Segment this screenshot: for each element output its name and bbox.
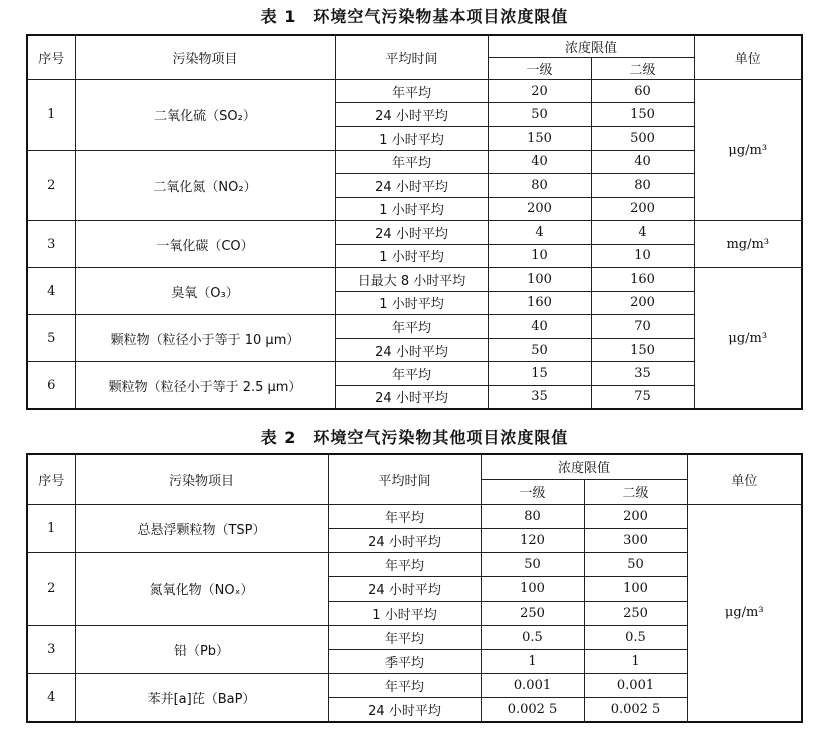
pollutant-cell: 铅（Pb） — [75, 625, 328, 673]
unit-cell: μg/m³ — [687, 504, 802, 722]
pollutant-cell: 总悬浮颗粒物（TSP） — [75, 504, 328, 552]
seq-cell: 1 — [27, 79, 75, 150]
grade1-value: 250 — [481, 601, 584, 625]
grade1-value: 50 — [481, 553, 584, 577]
grade2-value: 0.002 5 — [584, 698, 687, 722]
period-cell: 1 小时平均 — [335, 127, 488, 151]
pollutant-cell: 二氧化硫（SO₂） — [75, 79, 335, 150]
table-row — [27, 315, 802, 339]
table-row — [27, 504, 802, 528]
pollutant-cell: 氮氧化物（NOₓ） — [75, 553, 328, 626]
grade1-value: 80 — [481, 504, 584, 528]
grade2-value: 0.5 — [584, 625, 687, 649]
grade2-value: 80 — [591, 174, 694, 198]
grade2-value: 50 — [584, 553, 687, 577]
period-cell: 24 小时平均 — [335, 103, 488, 127]
grade1-value: 100 — [481, 577, 584, 601]
period-cell: 日最大 8 小时平均 — [335, 268, 488, 292]
period-cell: 24 小时平均 — [328, 577, 481, 601]
table-row — [27, 625, 802, 649]
period-cell: 年平均 — [335, 362, 488, 386]
header-grade2: 二级 — [584, 479, 687, 504]
period-cell: 24 小时平均 — [335, 174, 488, 198]
grade2-value: 100 — [584, 577, 687, 601]
grade2-value: 70 — [591, 315, 694, 339]
grade2-value: 150 — [591, 338, 694, 362]
header-pollutant: 污染物项目 — [75, 35, 335, 79]
seq-cell: 4 — [27, 674, 75, 722]
grade1-value: 0.001 — [481, 674, 584, 698]
table-row — [27, 150, 802, 174]
grade1-value: 100 — [488, 268, 591, 292]
period-cell: 年平均 — [335, 150, 488, 174]
grade2-value: 250 — [584, 601, 687, 625]
grade2-value: 200 — [591, 291, 694, 315]
period-cell: 1 小时平均 — [335, 197, 488, 221]
header-grade2: 二级 — [591, 57, 694, 79]
header-pollutant: 污染物项目 — [75, 454, 328, 504]
period-cell: 1 小时平均 — [328, 601, 481, 625]
table-row — [27, 362, 802, 386]
seq-cell: 1 — [27, 504, 75, 552]
grade1-value: 4 — [488, 221, 591, 245]
grade2-value: 4 — [591, 221, 694, 245]
seq-cell: 5 — [27, 315, 75, 362]
seq-cell: 3 — [27, 221, 75, 268]
grade1-value: 160 — [488, 291, 591, 315]
pollutant-cell: 颗粒物（粒径小于等于 10 μm） — [75, 315, 335, 362]
period-cell: 24 小时平均 — [335, 338, 488, 362]
header-period: 平均时间 — [335, 35, 488, 79]
table-row — [27, 268, 802, 292]
grade2-value: 160 — [591, 268, 694, 292]
table-row — [27, 674, 802, 698]
period-cell: 1 小时平均 — [335, 244, 488, 268]
seq-cell: 6 — [27, 362, 75, 409]
period-cell: 24 小时平均 — [335, 221, 488, 245]
period-cell: 24 小时平均 — [335, 385, 488, 409]
table-row — [27, 221, 802, 245]
pollutant-cell: 臭氧（O₃） — [75, 268, 335, 315]
grade2-value: 500 — [591, 127, 694, 151]
pollutant-cell: 一氧化碳（CO） — [75, 221, 335, 268]
table-row — [27, 79, 802, 103]
grade1-value: 10 — [488, 244, 591, 268]
grade1-value: 50 — [488, 103, 591, 127]
grade2-value: 35 — [591, 362, 694, 386]
grade2-value: 75 — [591, 385, 694, 409]
grade2-value: 40 — [591, 150, 694, 174]
header-grade1: 一级 — [481, 479, 584, 504]
unit-cell: mg/m³ — [694, 221, 802, 268]
grade2-value: 1 — [584, 649, 687, 673]
grade2-value: 300 — [584, 529, 687, 553]
grade1-value: 200 — [488, 197, 591, 221]
grade2-value: 10 — [591, 244, 694, 268]
period-cell: 24 小时平均 — [328, 529, 481, 553]
grade2-value: 60 — [591, 79, 694, 103]
period-cell: 1 小时平均 — [335, 291, 488, 315]
table-row — [27, 553, 802, 577]
header-period: 平均时间 — [328, 454, 481, 504]
grade1-value: 1 — [481, 649, 584, 673]
grade1-value: 0.002 5 — [481, 698, 584, 722]
pollutant-cell: 苯并[a]芘（BaP） — [75, 674, 328, 722]
grade1-value: 40 — [488, 315, 591, 339]
grade1-value: 150 — [488, 127, 591, 151]
grade2-value: 150 — [591, 103, 694, 127]
period-cell: 年平均 — [328, 674, 481, 698]
period-cell: 年平均 — [328, 504, 481, 528]
grade1-value: 120 — [481, 529, 584, 553]
grade2-value: 0.001 — [584, 674, 687, 698]
grade1-value: 0.5 — [481, 625, 584, 649]
period-cell: 季平均 — [328, 649, 481, 673]
seq-cell: 4 — [27, 268, 75, 315]
seq-cell: 3 — [27, 625, 75, 673]
seq-cell: 2 — [27, 150, 75, 221]
table2 — [26, 453, 803, 723]
grade1-value: 40 — [488, 150, 591, 174]
period-cell: 年平均 — [328, 553, 481, 577]
pollutant-cell: 颗粒物（粒径小于等于 2.5 μm） — [75, 362, 335, 409]
header-row — [27, 35, 802, 57]
header-seq: 序号 — [27, 35, 75, 79]
header-seq: 序号 — [27, 454, 75, 504]
pollutant-cell: 二氧化氮（NO₂） — [75, 150, 335, 221]
grade1-value: 50 — [488, 338, 591, 362]
grade2-value: 200 — [591, 197, 694, 221]
header-limit: 浓度限值 — [481, 454, 687, 479]
header-row — [27, 454, 802, 479]
unit-cell: μg/m³ — [694, 268, 802, 409]
period-cell: 年平均 — [335, 79, 488, 103]
table2-title: 表 2 环境空气污染物其他项目浓度限值 — [260, 428, 569, 447]
grade1-value: 35 — [488, 385, 591, 409]
period-cell: 24 小时平均 — [328, 698, 481, 722]
header-unit: 单位 — [694, 35, 802, 79]
header-unit: 单位 — [687, 454, 802, 504]
table1 — [26, 34, 803, 410]
grade1-value: 80 — [488, 174, 591, 198]
grade2-value: 200 — [584, 504, 687, 528]
period-cell: 年平均 — [328, 625, 481, 649]
period-cell: 年平均 — [335, 315, 488, 339]
header-limit: 浓度限值 — [488, 35, 694, 57]
grade1-value: 20 — [488, 79, 591, 103]
seq-cell: 2 — [27, 553, 75, 626]
unit-cell: μg/m³ — [694, 79, 802, 220]
grade1-value: 15 — [488, 362, 591, 386]
table1-title: 表 1 环境空气污染物基本项目浓度限值 — [260, 7, 569, 26]
header-grade1: 一级 — [488, 57, 591, 79]
